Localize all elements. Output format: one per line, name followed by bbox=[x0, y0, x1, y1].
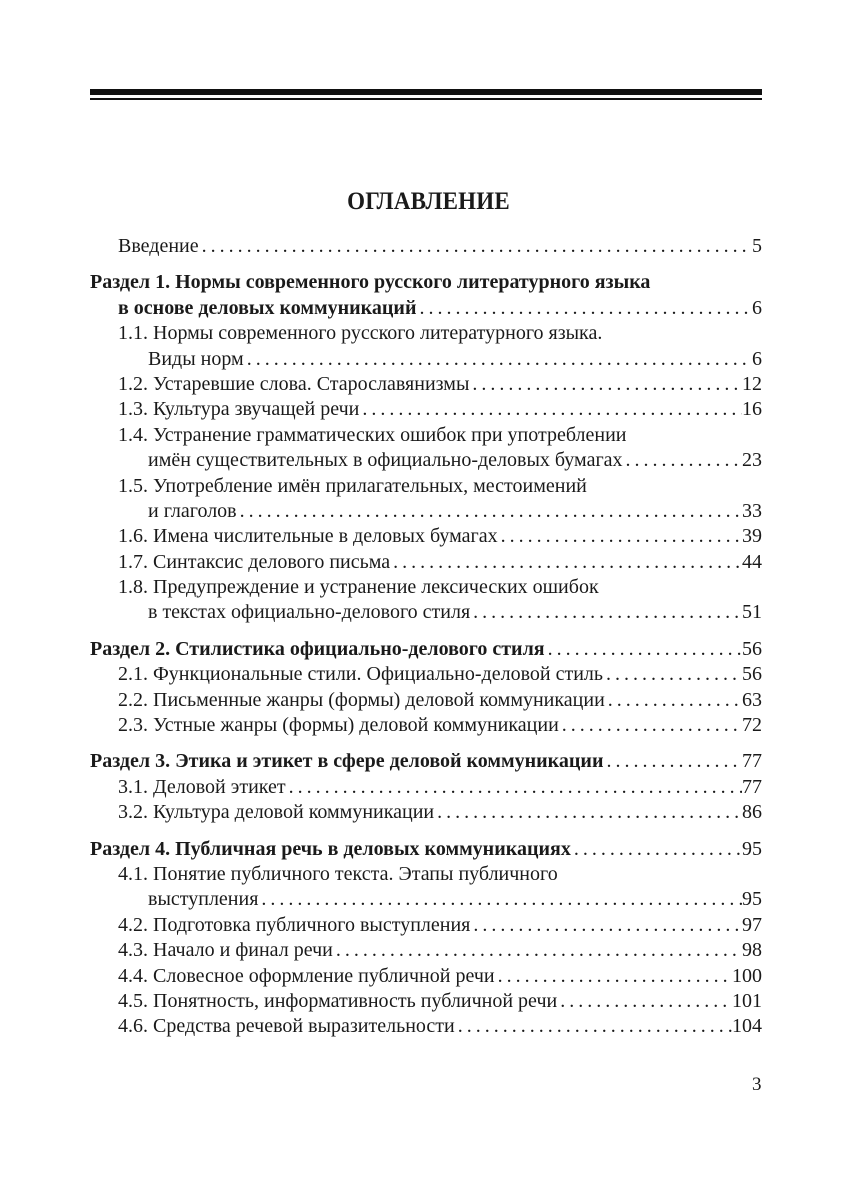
toc-entry[interactable] bbox=[90, 862, 762, 913]
toc-entry[interactable] bbox=[90, 800, 762, 825]
toc-entry[interactable] bbox=[90, 775, 762, 800]
toc-line bbox=[90, 713, 762, 738]
toc-page-number: 56 bbox=[742, 637, 762, 660]
toc-section-entry[interactable] bbox=[90, 270, 762, 321]
toc-page-number: 39 bbox=[742, 525, 762, 548]
toc-page-number: 12 bbox=[742, 372, 762, 395]
toc-entry-title: 4.5. Понятность, информативность публичной речи bbox=[118, 989, 558, 1012]
toc-line bbox=[90, 938, 762, 963]
toc-line bbox=[90, 1014, 762, 1039]
toc-line bbox=[90, 688, 762, 713]
toc-line bbox=[90, 270, 762, 295]
toc-group bbox=[90, 637, 762, 739]
toc-group bbox=[90, 749, 762, 825]
toc-line bbox=[90, 837, 762, 862]
page-title: ОГЛАВЛЕНИЕ bbox=[347, 188, 510, 215]
toc-line bbox=[90, 234, 762, 259]
toc-line bbox=[90, 637, 762, 662]
dot-leader bbox=[571, 837, 742, 862]
dot-leader bbox=[603, 749, 742, 774]
toc-page-number: 95 bbox=[742, 888, 762, 911]
toc-section-entry[interactable] bbox=[90, 637, 762, 662]
toc-entry-title: 4.6. Средства речевой выразительности bbox=[118, 1015, 455, 1038]
toc-page-number: 100 bbox=[732, 964, 762, 987]
toc-entry-title: Виды норм bbox=[148, 347, 244, 370]
toc-entry[interactable] bbox=[90, 662, 762, 687]
toc-line bbox=[90, 775, 762, 800]
toc-entry-title: выступления bbox=[148, 888, 259, 911]
toc-line bbox=[90, 550, 762, 575]
toc-entry-title: Раздел 2. Стилистика официально-делового стиля bbox=[90, 637, 545, 660]
dot-leader bbox=[416, 296, 752, 321]
dot-leader bbox=[495, 964, 732, 989]
toc-entry-title: Раздел 4. Публичная речь в деловых коммуникациях bbox=[90, 837, 571, 860]
toc-entry-title: 3.1. Деловой этикет bbox=[118, 775, 286, 798]
toc-entry-title: 1.1. Нормы современного русского литературного языка. bbox=[118, 322, 603, 345]
toc-entry-title: 4.2. Подготовка публичного выступления bbox=[118, 913, 471, 936]
dot-leader bbox=[498, 524, 742, 549]
toc-line bbox=[90, 321, 762, 346]
toc-entry-title: 1.7. Синтаксис делового письма bbox=[118, 550, 391, 573]
toc-line bbox=[90, 524, 762, 549]
toc-page-number: 5 bbox=[752, 235, 762, 257]
dot-leader bbox=[469, 372, 742, 397]
dot-leader bbox=[199, 234, 752, 259]
toc-entry-title: Введение bbox=[118, 235, 199, 257]
dot-leader bbox=[470, 600, 742, 625]
dot-leader bbox=[237, 499, 742, 524]
toc-entry-title: и глаголов bbox=[148, 499, 237, 522]
toc-section-entry[interactable] bbox=[90, 749, 762, 774]
toc-entry[interactable] bbox=[90, 688, 762, 713]
toc-page-number: 97 bbox=[742, 913, 762, 936]
dot-leader bbox=[390, 550, 742, 575]
dot-leader bbox=[605, 688, 742, 713]
toc-page-number: 104 bbox=[732, 1015, 762, 1038]
toc-entry-title: 1.8. Предупреждение и устранение лексических ошибок bbox=[118, 576, 599, 599]
dot-leader bbox=[559, 713, 742, 738]
toc-line bbox=[90, 423, 762, 448]
toc-line bbox=[90, 474, 762, 499]
toc-entry-title: Раздел 1. Нормы современного русского литературного языка bbox=[90, 271, 651, 294]
toc-line bbox=[90, 397, 762, 422]
toc-entry-title: 1.2. Устаревшие слова. Старославянизмы bbox=[118, 372, 470, 395]
toc-page-number: 77 bbox=[742, 775, 762, 798]
toc-group bbox=[90, 234, 762, 259]
toc-entry-title: 4.1. Понятие публичного текста. Этапы публичного bbox=[118, 862, 558, 885]
toc-line bbox=[90, 347, 762, 372]
toc-entry[interactable] bbox=[90, 713, 762, 738]
toc-entry-title: 1.5. Употребление имён прилагательных, местоимений bbox=[118, 474, 587, 497]
toc-page-number: 33 bbox=[742, 499, 762, 522]
toc-page-number: 6 bbox=[752, 347, 762, 370]
toc-entry[interactable] bbox=[90, 234, 762, 259]
toc-entry[interactable] bbox=[90, 575, 762, 626]
dot-leader bbox=[545, 637, 742, 662]
toc-line bbox=[90, 662, 762, 687]
toc-line bbox=[90, 499, 762, 524]
dot-leader bbox=[359, 397, 742, 422]
toc-entry[interactable] bbox=[90, 938, 762, 963]
dot-leader bbox=[258, 887, 742, 912]
toc-group bbox=[90, 837, 762, 1040]
toc-entry[interactable] bbox=[90, 913, 762, 938]
toc-page-number: 51 bbox=[742, 601, 762, 624]
toc-page-number: 44 bbox=[742, 550, 762, 573]
toc-entry-title: 2.2. Письменные жанры (формы) деловой коммуникации bbox=[118, 688, 605, 711]
toc-entry[interactable] bbox=[90, 423, 762, 474]
toc-entry[interactable] bbox=[90, 550, 762, 575]
toc-line bbox=[90, 887, 762, 912]
toc-page-number: 16 bbox=[742, 398, 762, 421]
toc-page-number: 72 bbox=[742, 714, 762, 737]
toc-entry-title: в текстах официально-делового стиля bbox=[148, 601, 471, 624]
toc-entry-title: 1.4. Устранение грамматических ошибок при употреблении bbox=[118, 423, 627, 446]
toc-entry[interactable] bbox=[90, 524, 762, 549]
dot-leader bbox=[333, 938, 742, 963]
toc-entry-title: Раздел 3. Этика и этикет в сфере деловой коммуникации bbox=[90, 750, 604, 773]
dot-leader bbox=[603, 662, 742, 687]
toc-line bbox=[90, 989, 762, 1014]
toc-page-number: 95 bbox=[742, 837, 762, 860]
toc-entry[interactable] bbox=[90, 1014, 762, 1039]
toc-entry-title: 4.3. Начало и финал речи bbox=[118, 939, 333, 962]
toc-line bbox=[90, 575, 762, 600]
toc-page-number: 56 bbox=[742, 663, 762, 686]
toc-page-number: 6 bbox=[752, 296, 762, 319]
header-rule-thick bbox=[90, 89, 762, 95]
toc-entry[interactable] bbox=[90, 989, 762, 1014]
toc-entry[interactable] bbox=[90, 964, 762, 989]
toc-line bbox=[90, 800, 762, 825]
toc-line bbox=[90, 448, 762, 473]
toc-entry[interactable] bbox=[90, 321, 762, 372]
toc-entry-title: 4.4. Словесное оформление публичной речи bbox=[118, 964, 495, 987]
toc-page-number: 23 bbox=[742, 449, 762, 472]
table-of-contents bbox=[90, 234, 762, 1051]
dot-leader bbox=[470, 913, 742, 938]
toc-entry[interactable] bbox=[90, 474, 762, 525]
page-number: 3 bbox=[752, 1074, 762, 1095]
toc-entry-title: 1.6. Имена числительные в деловых бумагах bbox=[118, 525, 498, 548]
toc-line bbox=[90, 913, 762, 938]
toc-section-entry[interactable] bbox=[90, 837, 762, 862]
toc-entry-title: 2.1. Функциональные стили. Официально-деловой стиль bbox=[118, 663, 603, 686]
toc-entry[interactable] bbox=[90, 397, 762, 422]
toc-page-number: 98 bbox=[742, 939, 762, 962]
dot-leader bbox=[455, 1014, 732, 1039]
toc-line bbox=[90, 862, 762, 887]
toc-page-number: 63 bbox=[742, 688, 762, 711]
toc-entry-title: 2.3. Устные жанры (формы) деловой коммуникации bbox=[118, 714, 559, 737]
toc-entry-title: имён существительных в официально-деловых бумагах bbox=[148, 449, 623, 472]
toc-page-number: 86 bbox=[742, 801, 762, 824]
toc-line bbox=[90, 296, 762, 321]
toc-page-number: 101 bbox=[732, 989, 762, 1012]
toc-entry-title: 3.2. Культура деловой коммуникации bbox=[118, 801, 435, 824]
toc-entry-title: в основе деловых коммуникаций bbox=[118, 296, 417, 319]
toc-group bbox=[90, 270, 762, 625]
toc-line bbox=[90, 372, 762, 397]
dot-leader bbox=[623, 448, 742, 473]
toc-line bbox=[90, 964, 762, 989]
header-rule-thin bbox=[90, 98, 762, 100]
toc-line bbox=[90, 749, 762, 774]
toc-page-number: 77 bbox=[742, 750, 762, 773]
dot-leader bbox=[557, 989, 732, 1014]
dot-leader bbox=[286, 775, 742, 800]
toc-line bbox=[90, 600, 762, 625]
toc-entry[interactable] bbox=[90, 372, 762, 397]
toc-entry-title: 1.3. Культура звучащей речи bbox=[118, 398, 360, 421]
dot-leader bbox=[434, 800, 742, 825]
dot-leader bbox=[244, 347, 752, 372]
